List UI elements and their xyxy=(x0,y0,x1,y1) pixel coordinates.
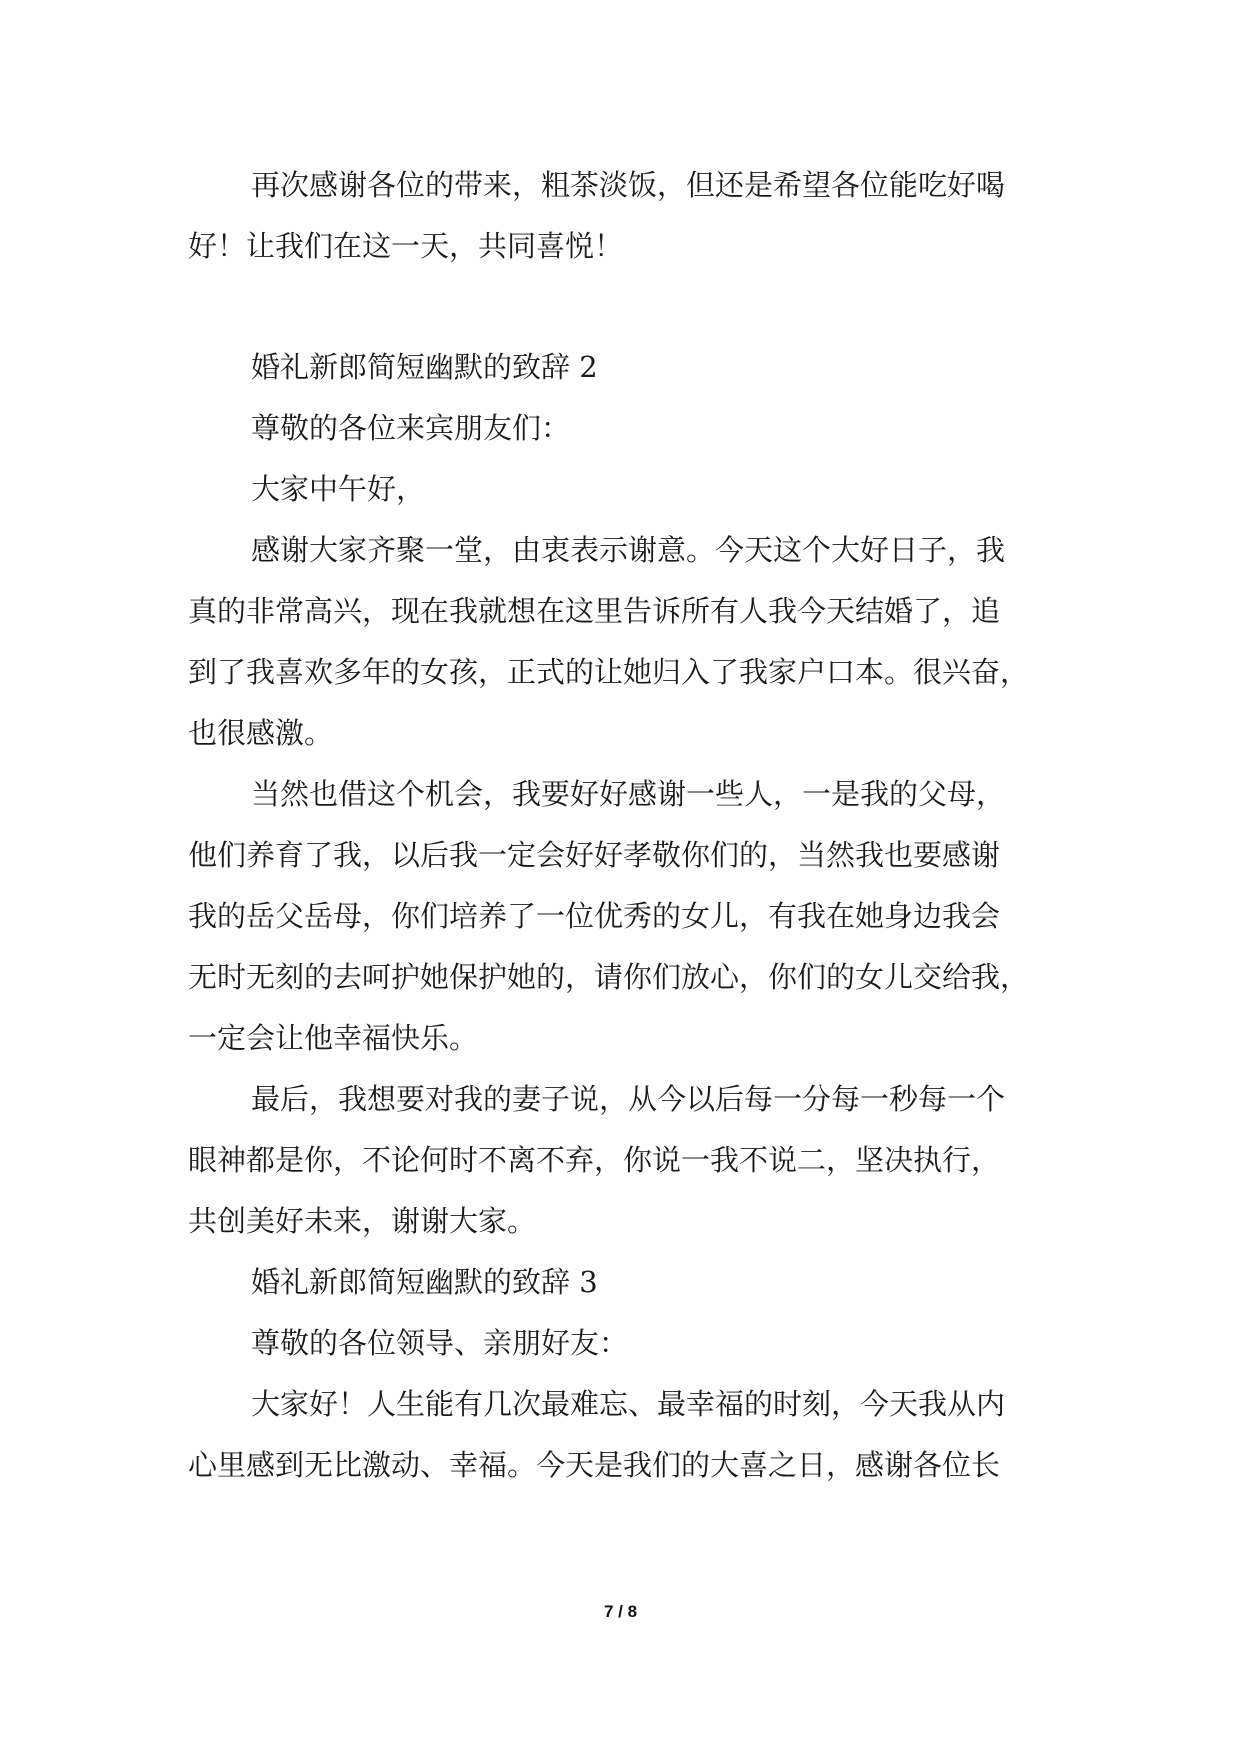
text-line: 感谢大家齐聚一堂，由衷表示谢意。今天这个大好日子，我 xyxy=(251,533,1006,567)
text-line: 最后，我想要对我的妻子说，从今以后每一分每一秒每一个 xyxy=(251,1082,1006,1116)
greeting-2: 大家中午好， xyxy=(251,472,426,506)
section-heading-2: 婚礼新郎简短幽默的致辞 2 xyxy=(251,350,598,384)
text-line: 好！让我们在这一天，共同喜悦！ xyxy=(188,229,624,263)
paragraph-thanks xyxy=(188,520,1068,764)
text-line: 一定会让他幸福快乐。 xyxy=(188,1021,479,1055)
page-number: 7 / 8 xyxy=(603,1602,638,1621)
paragraph-parents xyxy=(188,764,1068,1069)
document-body xyxy=(188,155,1068,1496)
text-line: 大家好！人生能有几次最难忘、最幸福的时刻，今天我从内 xyxy=(251,1387,1006,1421)
text-line: 真的非常高兴，现在我就想在这里告诉所有人我今天结婚了，追 xyxy=(188,594,1001,628)
salutation-2: 尊敬的各位来宾朋友们： xyxy=(251,411,571,445)
text-line: 共创美好未来，谢谢大家。 xyxy=(188,1204,537,1238)
text-line: 到了我喜欢多年的女孩，正式的让她归入了我家户口本。很兴奋， xyxy=(188,655,1030,689)
paragraph-closing xyxy=(188,155,1068,277)
paragraph-opening-3 xyxy=(188,1374,1068,1496)
section-spacer xyxy=(188,277,1068,337)
text-line: 我的岳父岳母，你们培养了一位优秀的女儿，有我在她身边我会 xyxy=(188,899,1001,933)
text-line: 眼神都是你，不论何时不离不弃，你说一我不说二，坚决执行， xyxy=(188,1143,1001,1177)
text-line: 无时无刻的去呵护她保护她的，请你们放心，你们的女儿交给我， xyxy=(188,960,1030,994)
paragraph-wife xyxy=(188,1069,1068,1252)
text-line: 再次感谢各位的带来，粗茶淡饭，但还是希望各位能吃好喝 xyxy=(251,168,1006,202)
section-heading-3: 婚礼新郎简短幽默的致辞 3 xyxy=(251,1265,598,1299)
text-line: 也很感激。 xyxy=(188,716,334,750)
text-line: 当然也借这个机会，我要好好感谢一些人，一是我的父母， xyxy=(251,777,1006,811)
text-line: 心里感到无比激动、幸福。今天是我们的大喜之日，感谢各位长 xyxy=(188,1448,1001,1482)
text-line: 他们养育了我，以后我一定会好好孝敬你们的，当然我也要感谢 xyxy=(188,838,1001,872)
salutation-3: 尊敬的各位领导、亲朋好友： xyxy=(251,1326,629,1360)
